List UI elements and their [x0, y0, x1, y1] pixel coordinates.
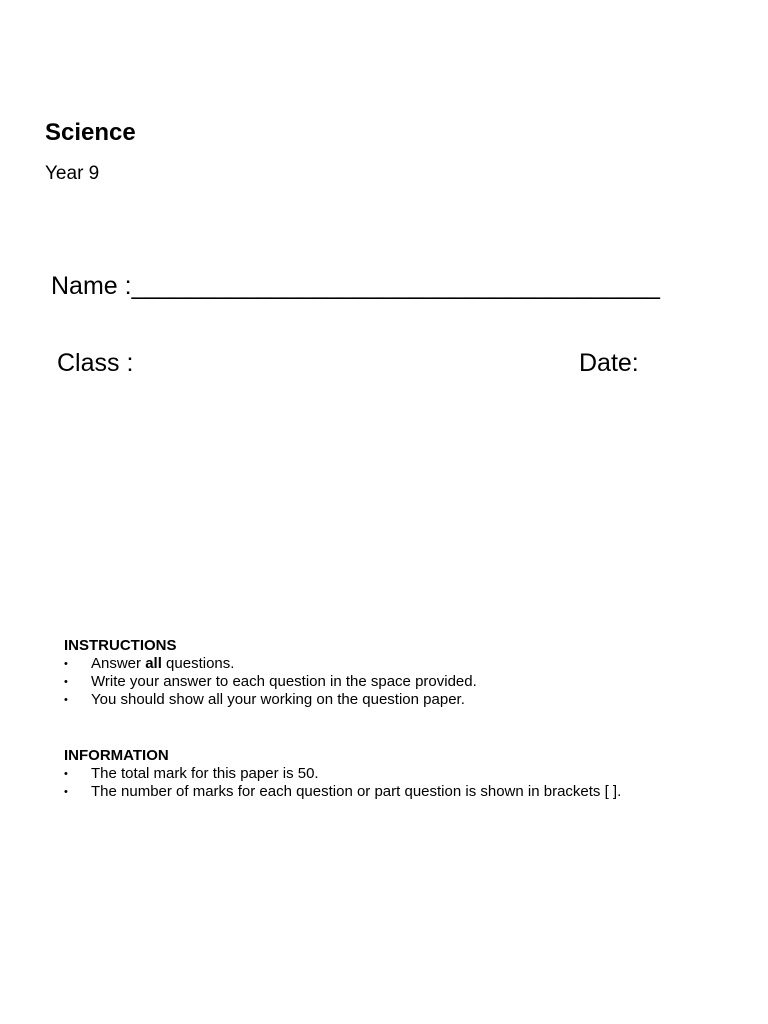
- subject-title: Science: [45, 119, 136, 146]
- instructions-section: [64, 637, 477, 709]
- item-text: Write your answer to each question in the space provided.: [91, 673, 477, 690]
- list-item: [64, 783, 621, 801]
- name-field: Name :______________________________________: [51, 272, 660, 300]
- bullet-icon: •: [64, 658, 68, 670]
- information-heading: INFORMATION: [64, 747, 169, 764]
- list-item: [64, 655, 477, 673]
- bullet-icon: •: [64, 676, 68, 688]
- instructions-list: [64, 655, 477, 709]
- bullet-icon: •: [64, 786, 68, 798]
- bullet-icon: •: [64, 768, 68, 780]
- year-level: Year 9: [45, 163, 100, 184]
- date-field: Date:: [579, 349, 639, 377]
- item-text: The total mark for this paper is 50.: [91, 765, 319, 782]
- item-text-after: questions.: [161, 655, 235, 672]
- list-item: [64, 673, 477, 691]
- bullet-icon: •: [64, 694, 68, 706]
- information-section: [64, 747, 621, 801]
- item-text-bold: all: [145, 655, 162, 672]
- item-text: The number of marks for each question or part question is shown in brackets [ ].: [91, 783, 622, 800]
- item-text-before: Answer: [91, 655, 146, 672]
- list-item: [64, 765, 621, 783]
- item-text: You should show all your working on the question paper.: [91, 691, 465, 708]
- class-field: Class :: [57, 349, 134, 377]
- instructions-heading: INSTRUCTIONS: [64, 637, 177, 654]
- list-item: [64, 691, 477, 709]
- information-list: [64, 765, 621, 801]
